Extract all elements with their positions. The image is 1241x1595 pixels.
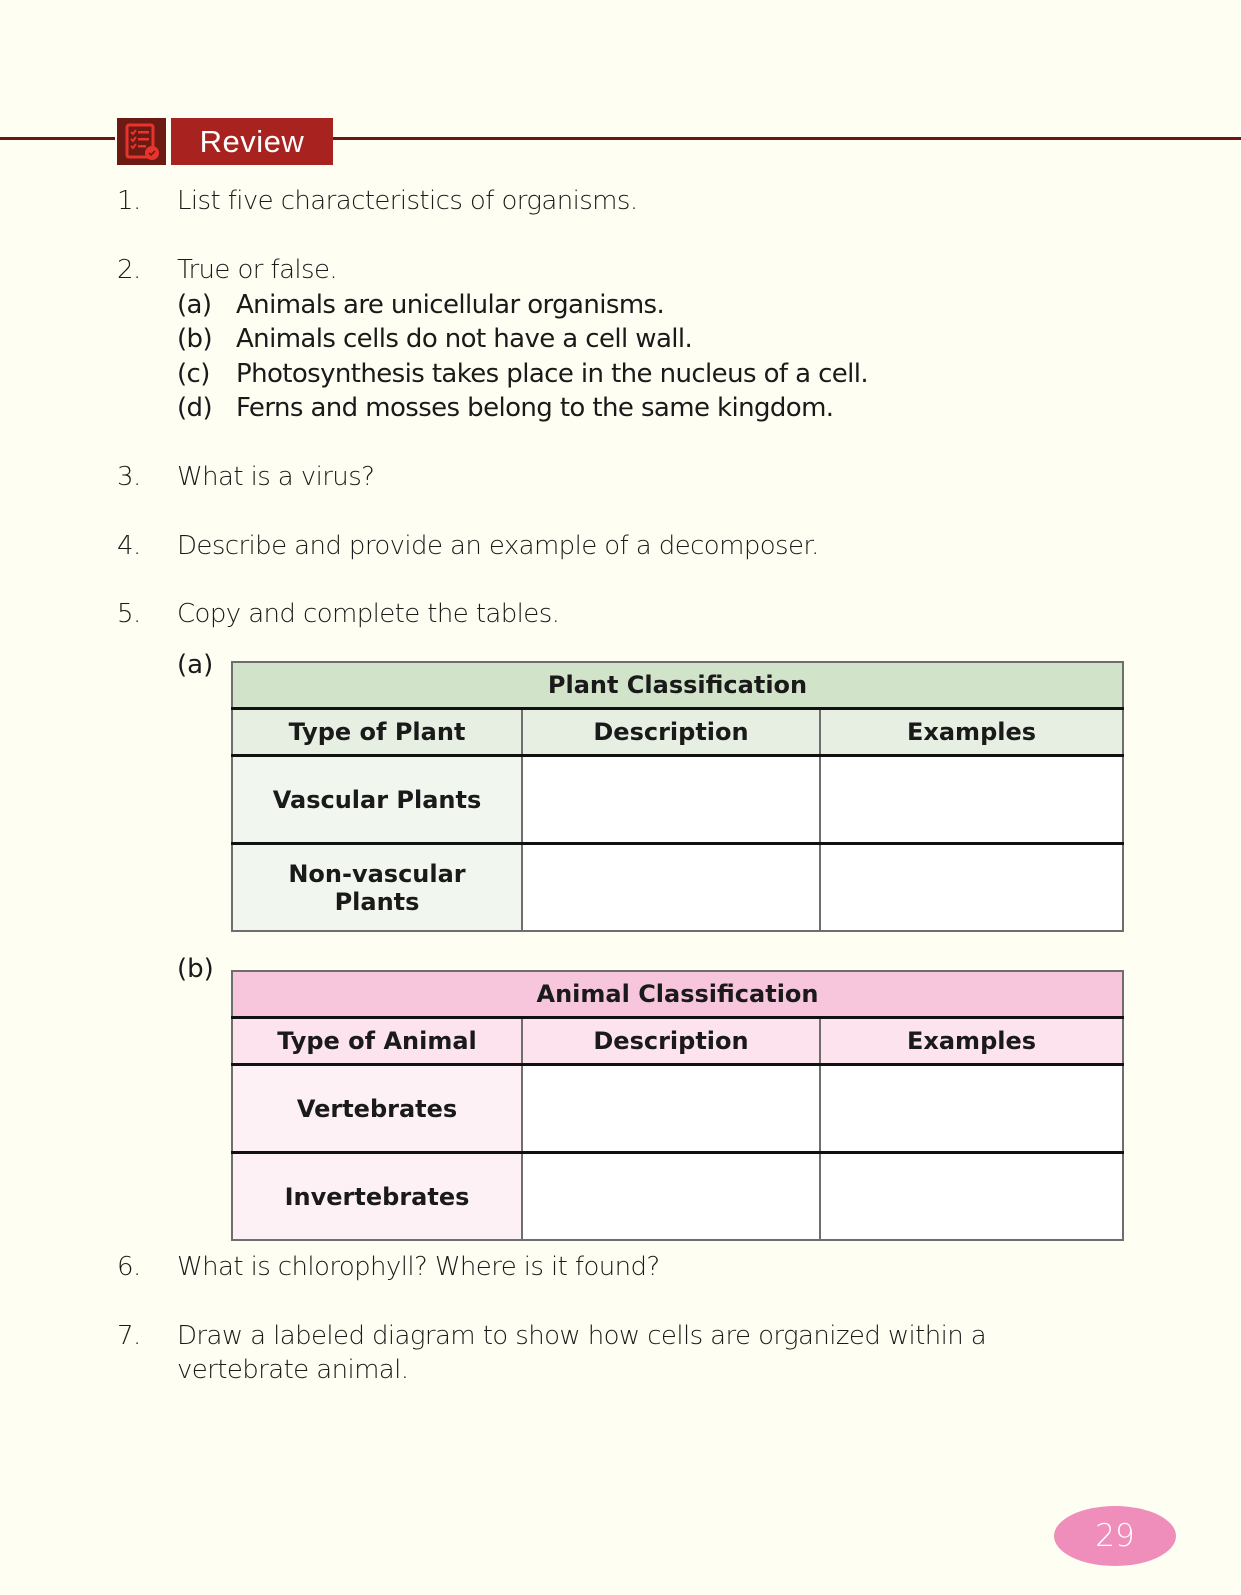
header-rule-right xyxy=(333,137,1241,140)
table-row xyxy=(232,756,1123,844)
question-number: 1. xyxy=(117,186,141,216)
question-text-line1: Draw a labeled diagram to show how cells are organized within a xyxy=(177,1321,987,1351)
question-number: 7. xyxy=(117,1321,141,1351)
part-text: Animals are unicellular organisms. xyxy=(236,290,665,320)
question-number: 4. xyxy=(117,531,141,561)
examples-cell[interactable] xyxy=(820,1065,1123,1153)
question-text: List five characteristics of organisms. xyxy=(177,186,638,216)
description-cell[interactable] xyxy=(522,756,820,844)
examples-cell[interactable] xyxy=(820,844,1123,932)
question-text: Copy and complete the tables. xyxy=(177,599,560,629)
table-row xyxy=(232,1153,1123,1241)
row-type-cell: Invertebrates xyxy=(232,1153,522,1241)
plant-classification-table xyxy=(231,661,1124,932)
page-number: 29 xyxy=(1095,1518,1135,1554)
description-cell[interactable] xyxy=(522,1065,820,1153)
question-text: Describe and provide an example of a decomposer. xyxy=(177,531,819,561)
question-text: True or false. xyxy=(177,255,338,285)
header-rule-left xyxy=(0,137,115,140)
section-title-text: Review xyxy=(199,123,305,159)
part-label: (a) xyxy=(177,290,212,320)
question-text: What is chlorophyll? Where is it found? xyxy=(177,1252,660,1282)
table-b-label: (b) xyxy=(177,954,214,984)
question-number: 5. xyxy=(117,599,141,629)
question-number: 6. xyxy=(117,1252,141,1282)
row-type-cell xyxy=(232,844,522,932)
part-label: (d) xyxy=(177,393,212,423)
column-header-type: Type of Animal xyxy=(232,1018,522,1065)
part-text: Animals cells do not have a cell wall. xyxy=(236,324,693,354)
row-type-line2: Plants xyxy=(334,887,420,916)
row-type-cell: Vascular Plants xyxy=(232,756,522,844)
review-icon-box xyxy=(117,118,166,165)
description-cell[interactable] xyxy=(522,1153,820,1241)
column-header-description: Description xyxy=(522,709,820,756)
question-text-line2: vertebrate animal. xyxy=(177,1355,409,1385)
column-header-examples: Examples xyxy=(820,1018,1123,1065)
row-type-line1: Non-vascular xyxy=(288,859,466,888)
question-number: 3. xyxy=(117,462,141,492)
question-number: 2. xyxy=(117,255,141,285)
question-text: What is a virus? xyxy=(177,462,375,492)
row-type-cell: Vertebrates xyxy=(232,1065,522,1153)
examples-cell[interactable] xyxy=(820,756,1123,844)
table-row xyxy=(232,1065,1123,1153)
table-a-label: (a) xyxy=(177,650,214,680)
page-number-badge xyxy=(1054,1506,1176,1566)
column-header-examples: Examples xyxy=(820,709,1123,756)
column-header-description: Description xyxy=(522,1018,820,1065)
part-label: (c) xyxy=(177,359,210,389)
animal-classification-table xyxy=(231,970,1124,1241)
column-header-type: Type of Plant xyxy=(232,709,522,756)
examples-cell[interactable] xyxy=(820,1153,1123,1241)
section-title xyxy=(171,118,333,165)
table-row xyxy=(232,844,1123,932)
part-label: (b) xyxy=(177,324,212,354)
part-text: Photosynthesis takes place in the nucleus of a cell. xyxy=(236,359,869,389)
table-title: Animal Classification xyxy=(232,971,1123,1018)
description-cell[interactable] xyxy=(522,844,820,932)
checklist-icon xyxy=(124,123,160,161)
part-text: Ferns and mosses belong to the same kingdom. xyxy=(236,393,834,423)
table-title: Plant Classification xyxy=(232,662,1123,709)
